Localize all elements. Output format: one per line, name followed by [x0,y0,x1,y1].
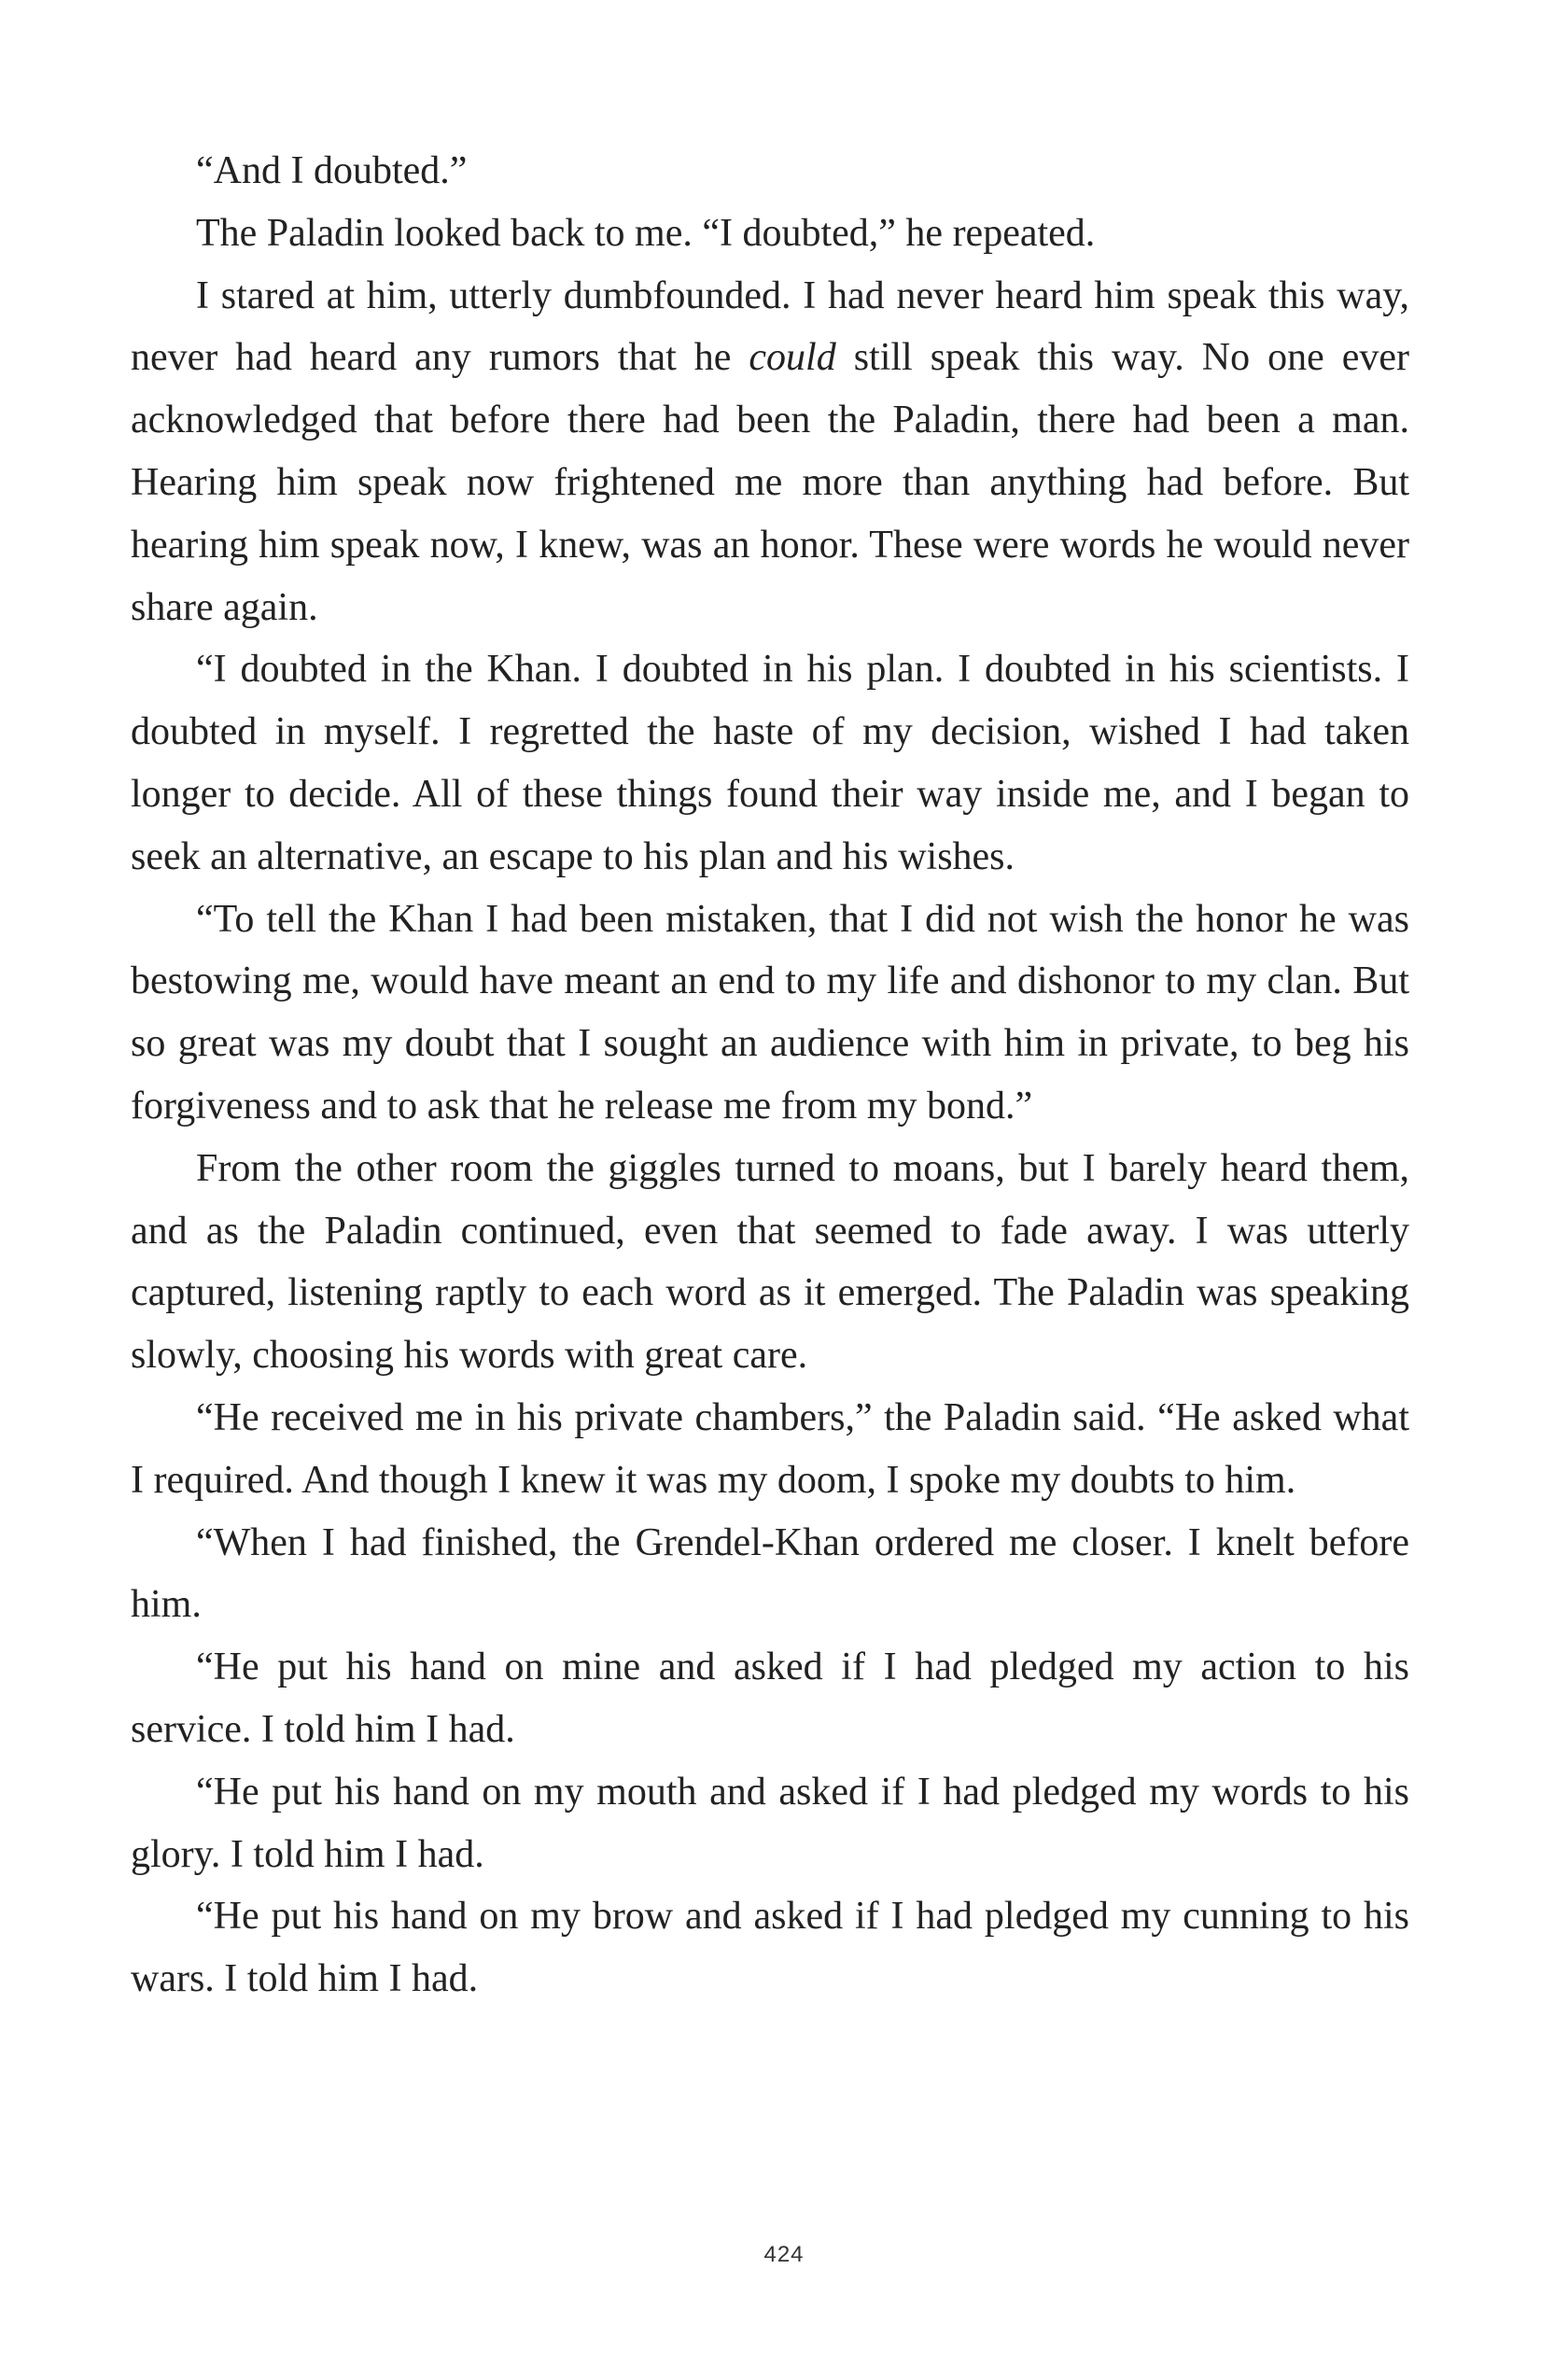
paragraph: The Paladin looked back to me. “I doubted,” he repeated. [196,211,1096,255]
paragraph: “He received me in his private chambers,” the Paladin said. “He asked what I required. And though I knew it was my doom, I spoke my doubts to him. [131,1395,1409,1502]
paragraph [131,265,1409,639]
paragraph: From the other room the giggles turned to moans, but I barely heard them, and as the Paladin continued, even that seemed to fade away. I was utterly captured, listening raptly to each word as it emerged. The Paladin was speaking slowly, choosing his words with great care. [131,1146,1409,1378]
page-body [131,140,1409,2010]
paragraph-text: I stared at him, utterly dumbfounded. I had never heard him speak this way, never had heard any rumors that he [131,273,1409,380]
paragraph: “When I had finished, the Grendel-Khan ordered me closer. I knelt before him. [131,1520,1409,1627]
paragraph: “He put his hand on mine and asked if I had pledged my action to his service. I told him I had. [131,1646,1409,1751]
paragraph: “And I doubted.” [196,149,468,192]
paragraph: “He put his hand on my mouth and asked if I had pledged my words to his glory. I told him I had. [131,1770,1409,1876]
paragraph: “To tell the Khan I had been mistaken, that I did not wish the honor he was bestowing me, would have meant an end to my life and dishonor to my clan. But so great was my doubt that I sought an audience with him in private, to beg his forgiveness and to ask that he release me from my bond.” [131,897,1409,1127]
emphasized-word: could [749,336,836,380]
page-number: 424 [763,2242,805,2267]
paragraph: “He put his hand on my brow and asked if I had pledged my cunning to his wars. I told him I had. [131,1895,1409,2001]
paragraph-text: still speak this way. No one ever acknowledged that before there had been the Paladin, there had been a man. Hearing him speak now frightened me more than anything had before. But hearing him speak now, I knew, was an honor. These were words he would never share again. [131,336,1409,629]
paragraph: “I doubted in the Khan. I doubted in his plan. I doubted in his scientists. I doubted in myself. I regretted the haste of my decision, wished I had taken longer to decide. All of these things found their way inside me, and I began to seek an alternative, an escape to his plan and his wishes. [131,648,1409,878]
